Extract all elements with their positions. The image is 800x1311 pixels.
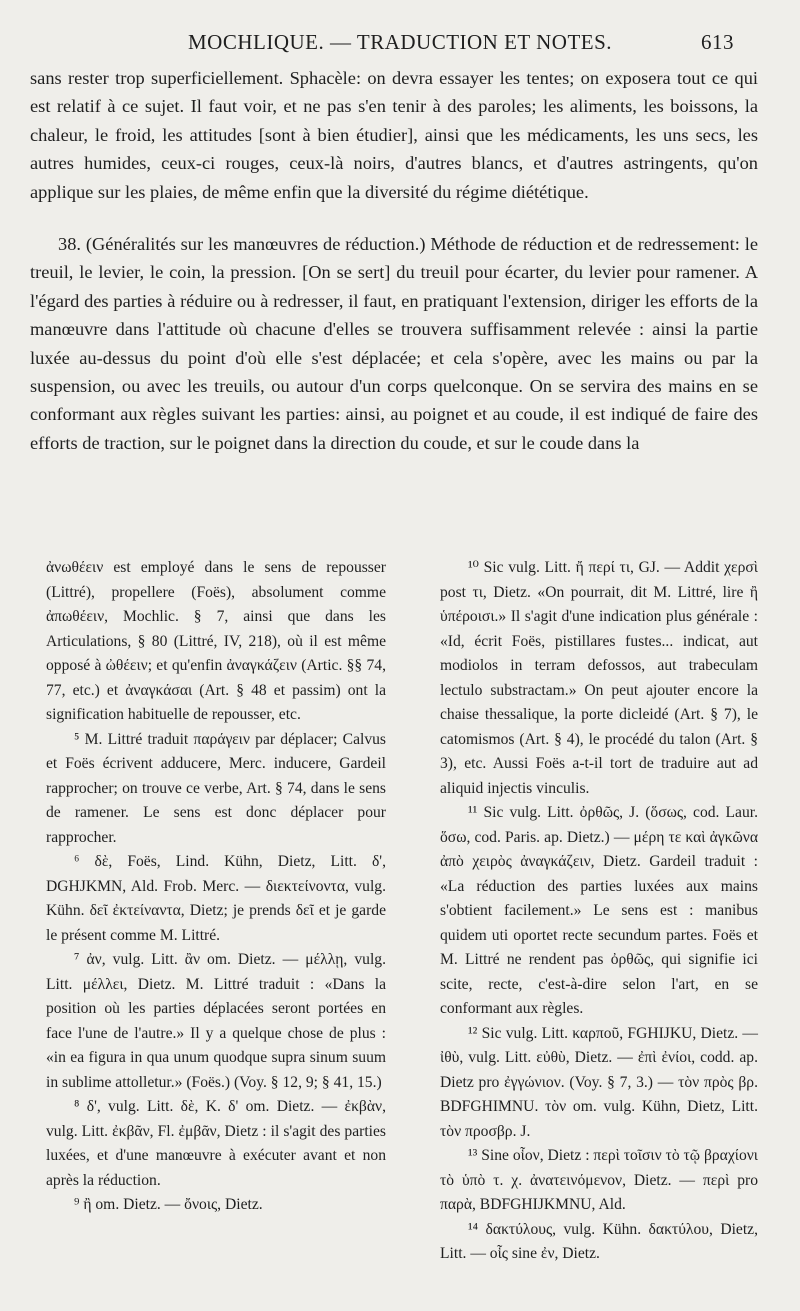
footnote-5: ⁵ M. Littré traduit παράγειν par déplacer; Calvus et Foës écrivent adducere, Merc. inducere, Gardeil rapprocher; on trouve ce verbe, Art. § 74, dans le sens de ramener. Le sens est donc déplacer pour rapprocher.	[46, 730, 386, 846]
footnote-6: ⁶ δὲ, Foës, Lind. Kühn, Dietz, Litt. δ', DGHJKMN, Ald. Frob. Merc. — διεκτείνοντα, vulg. Kühn. δεῖ ἐκτείναντα, Dietz; je prends δεῖ et je garde le présent comme M. Littré.	[46, 853, 386, 944]
main-paragraph-1: sans rester trop superficiellement. Sphacèle: on devra essayer les tentes; on exposera tout ce qui est relatif à ce sujet. Il faut voir, et ne pas s'en tenir à des paroles; les aliments, les boissons, la chaleur, le froid, les attitudes [sont à bien étudier], ainsi que les médicaments, les uns secs, les autres humides, ceux-ci rouges, ceux-là noirs, d'autres blancs, et d'autres astringents, qu'on applique sur les plaies, de même enfin que la diversité du régime diététique.	[30, 68, 758, 202]
footnote-14: ¹⁴ δακτύλους, vulg. Kühn. δακτύλου, Dietz, Litt. — οἷς sine ἐν, Dietz.	[440, 1220, 758, 1262]
footnote-13: ¹³ Sine οἷον, Dietz : περὶ τοῖσιν τὸ τῷ βραχίονι τὸ ὑπὸ τ. χ. ἀνατεινόμενον, Dietz. — περὶ pro παρὰ, BDFGHIJKMNU, Ald.	[440, 1147, 758, 1213]
footnote-8: ⁸ δ', vulg. Litt. δὲ, K. δ' om. Dietz. — ἐκβὰν, vulg. Litt. ἐκβᾶν, Fl. ἐμβᾶν, Dietz : il s'agit des parties luxées, et d'une manœuvre à exécuter avant et non après la réduction.	[46, 1098, 386, 1189]
page-header	[30, 26, 734, 60]
footnotes-left-column	[46, 556, 386, 1218]
footnote-11: ¹¹ Sic vulg. Litt. ὀρθῶς, J. (ὅσως, cod. Laur. ὅσω, cod. Paris. ap. Dietz.) — μέρη τε καὶ ἀγκῶνα ἀπὸ χειρὸς ἀναγκάζειν, Dietz. Gardeil traduit : «La réduction des parties luxées aux mains s'obtient facilement.» Le sens est : manibus quidem uti oportet recte secundum partes. Foës et M. Littré ne rendent pas ὀρθῶς, qui signifie ici scite, recte, c'est-à-dire selon l'art, en se conformant aux règles.	[440, 804, 758, 1017]
footnote-12: ¹² Sic vulg. Litt. καρποῦ, FGHIJKU, Dietz. — ἰθὺ, vulg. Litt. εὐθὺ, Dietz. — ἐπὶ ἐνίοι, codd. ap. Dietz pro ἐγγώνιον. (Voy. § 7, 3.) — τὸν πρὸς βρ. BDFGHIMNU. τὸν om. vulg. Kühn, Dietz, Litt. τὸν προσβρ. J.	[440, 1024, 758, 1140]
running-title: MOCHLIQUE. — TRADUCTION ET NOTES.	[188, 30, 613, 54]
footnote-4-continued: ἀνωθέειν est employé dans le sens de repousser (Littré), propellere (Foës), absolument comme ἀπωθέειν, Mochlic. § 7, ainsi que dans les Articulations, § 80 (Littré, IV, 218), où il est même opposé à ὠθέειν; et qu'enfin ἀναγκάζειν (Artic. §§ 74, 77, etc.) et ἀναγκάσαι (Art. § 48 et passim) ont la signification habituelle de repousser, etc.	[46, 559, 386, 723]
page-number: 613	[701, 30, 734, 54]
footnote-7: ⁷ ἀν, vulg. Litt. ἂν om. Dietz. — μέλλῃ, vulg. Litt. μέλλει, Dietz. M. Littré traduit : «Dans la position où les parties déplacées seront portées en face l'une de l'autre.» Il y a quelque chose de plus : «in ea figura in qua unum quodque supra sinum suum in sublime attolletur.» (Foës.) (Voy. § 12, 9; § 41, 15.)	[46, 951, 386, 1091]
footnotes-right-column	[440, 556, 758, 1267]
footnote-9: ⁹ ἢ om. Dietz. — ὄνοις, Dietz.	[74, 1196, 263, 1213]
main-paragraph-2: 38. (Généralités sur les manœuvres de réduction.) Méthode de réduction et de redressement: le treuil, le levier, le coin, la pression. [On se sert] du treuil pour écarter, du levier pour ramener. A l'égard des parties à réduire ou à redresser, il faut, en pratiquant l'extension, diriger les efforts de la manœuvre dans l'attitude où chacune d'elles se trouvera suffisamment relevée : ainsi la partie luxée au-dessus du point d'où elle s'est déplacée; et cela s'opère, avec les mains ou par la suspension, ou avec les treuils, ou autour d'un corps quelconque. On se servira des mains en se conformant aux règles suivant les parties: ainsi, au poignet et au coude, il est indiqué de faire des efforts de traction, sur le poignet dans la direction du coude, et sur le coude dans la	[30, 234, 758, 453]
footnote-10: ¹⁰ Sic vulg. Litt. ἤ περί τι, GJ. — Addit χερσὶ post τι, Dietz. «On pourrait, dit M. Littré, lire ἢ ὑπέροισι.» Il s'agit d'une indication plus générale : «Id, écrit Foës, pistillares fustes... indicat, aut modiolos in terram defossos, aut trabeculam lectulo substractam.» On peut ajouter encore la chaise thessalique, la porte dicleidé (Art. § 7), le catomismos (Art. § 4), le procédé du talon (Art. § 3), etc. Aussi Foës a-t-il tort de traduire aut ad aliquid injectis vinculis.	[440, 559, 758, 797]
main-text	[30, 64, 758, 457]
